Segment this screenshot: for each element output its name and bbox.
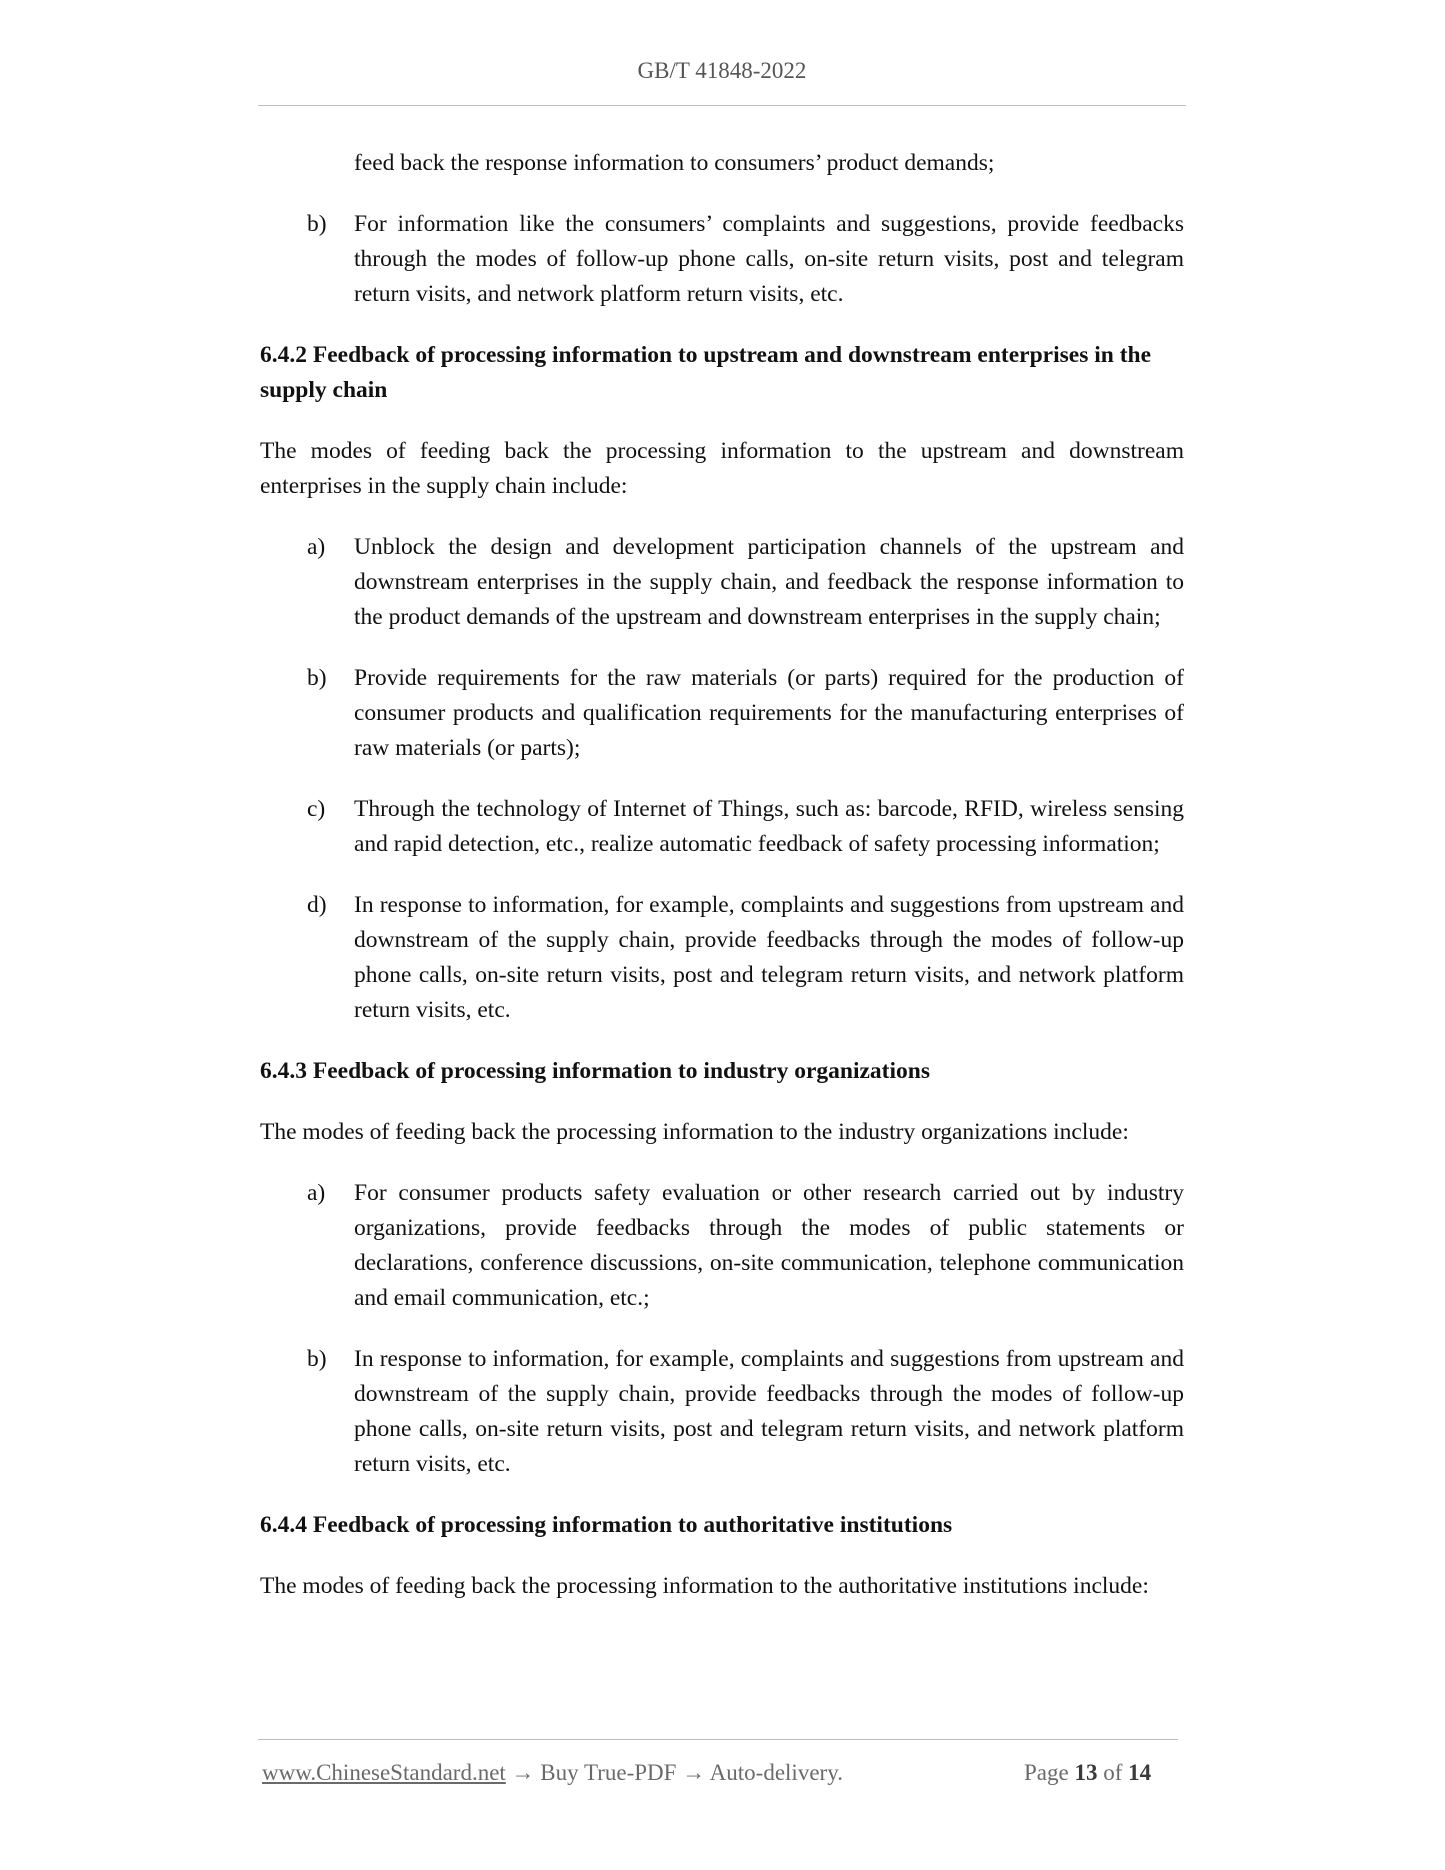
footer-promo bbox=[262, 1760, 843, 1786]
page-word: Page bbox=[1024, 1760, 1069, 1785]
total-pages-number: 14 bbox=[1128, 1760, 1152, 1785]
list-item-text: Through the technology of Internet of Things, such as: barcode, RFID, wireless sensing and rapid detection, etc., realize automatic feedback of safety processing information; bbox=[354, 796, 1184, 857]
list-item bbox=[260, 1342, 1184, 1482]
footer-divider bbox=[258, 1739, 1178, 1740]
list-item bbox=[260, 207, 1184, 312]
list-marker: c) bbox=[307, 796, 326, 822]
continued-list-item: feed back the response information to consumers’ product demands; bbox=[354, 150, 995, 176]
section-heading-6-4-3: 6.4.3 Feedback of processing information to industry organizations bbox=[260, 1058, 930, 1084]
document-body bbox=[260, 146, 1184, 1630]
list-marker: b) bbox=[307, 1346, 327, 1372]
section-heading-6-4-4: 6.4.4 Feedback of processing information to authoritative institutions bbox=[260, 1512, 953, 1538]
list-marker: b) bbox=[307, 665, 327, 691]
site-link[interactable]: www.ChineseStandard.net bbox=[262, 1760, 506, 1785]
list-marker: b) bbox=[307, 211, 327, 237]
buy-true-pdf-label: Buy True-PDF bbox=[540, 1760, 677, 1785]
list-marker: d) bbox=[307, 892, 327, 918]
list-item-text: Unblock the design and development participation channels of the upstream and downstream enterprises in the supply chain, and feedback the response information to the product demands of the upstream and downstream enterprises in the supply chain; bbox=[354, 534, 1184, 630]
arrow-right-icon: → bbox=[682, 1760, 706, 1785]
list-item bbox=[260, 530, 1184, 635]
list-item-text: For consumer products safety evaluation or other research carried out by industry organizations, provide feedbacks through the modes of public statements or declarations, conference discussions, on-site communication, telephone communication and email communication, etc.; bbox=[354, 1180, 1184, 1311]
list-item bbox=[260, 1176, 1184, 1316]
list-item bbox=[260, 661, 1184, 766]
current-page-number: 13 bbox=[1074, 1760, 1098, 1785]
auto-delivery-label: Auto-delivery. bbox=[709, 1760, 843, 1785]
of-word: of bbox=[1103, 1760, 1123, 1785]
list-item-text: In response to information, for example, complaints and suggestions from upstream and downstream of the supply chain, provide feedbacks through the modes of follow-up phone calls, on-site return visits, post and telegram return visits, and network platform return visits, etc. bbox=[354, 1346, 1184, 1477]
document-code-header: GB/T 41848-2022 bbox=[637, 58, 807, 83]
section-intro-paragraph: The modes of feeding back the processing information to the upstream and downstream enterprises in the supply chain include: bbox=[260, 438, 1184, 499]
page-number bbox=[1024, 1760, 1151, 1786]
section-intro-paragraph: The modes of feeding back the processing information to the authoritative institutions include: bbox=[260, 1573, 1149, 1599]
list-item bbox=[260, 888, 1184, 1028]
list-item-text: Provide requirements for the raw materials (or parts) required for the production of consumer products and qualification requirements for the manufacturing enterprises of raw materials (or parts); bbox=[354, 665, 1184, 761]
list-item-text: For information like the consumers’ complaints and suggestions, provide feedbacks through the modes of follow-up phone calls, on-site return visits, post and telegram return visits, and network platform return visits, etc. bbox=[354, 211, 1184, 307]
header-divider bbox=[258, 105, 1186, 106]
section-intro-paragraph: The modes of feeding back the processing information to the industry organizations include: bbox=[260, 1119, 1129, 1145]
list-item-text: In response to information, for example, complaints and suggestions from upstream and downstream of the supply chain, provide feedbacks through the modes of follow-up phone calls, on-site return visits, post and telegram return visits, and network platform return visits, etc. bbox=[354, 892, 1184, 1023]
section-heading-6-4-2: 6.4.2 Feedback of processing information to upstream and downstream enterprises in the supply chain bbox=[260, 342, 1152, 403]
list-item bbox=[260, 792, 1184, 862]
list-marker: a) bbox=[307, 534, 326, 560]
arrow-right-icon: → bbox=[511, 1760, 535, 1785]
list-marker: a) bbox=[307, 1180, 326, 1206]
